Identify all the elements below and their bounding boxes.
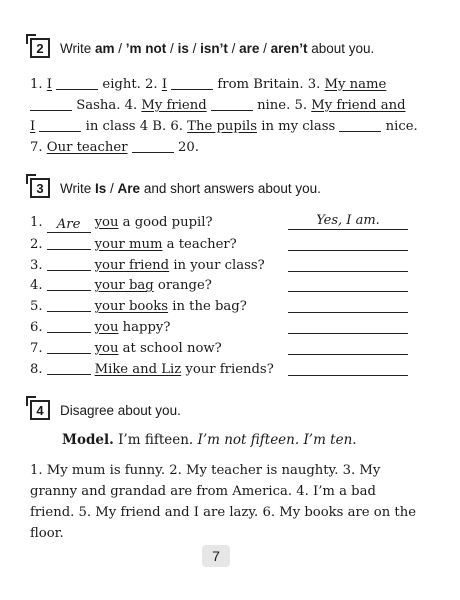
- answer-blank[interactable]: [339, 119, 381, 132]
- subject: your friend: [94, 257, 170, 273]
- row-number: 7.: [30, 340, 43, 356]
- answer-blank[interactable]: [30, 98, 72, 111]
- exercise-2-line-3: I in class 4 B. 6. The pupils in my class nice.: [30, 119, 418, 134]
- exercise-4-header: [30, 400, 181, 420]
- exercise-number-badge: 2: [30, 38, 50, 58]
- exercise-4-line: 1. My mum is funny. 2. My teacher is naughty. 3. My: [30, 463, 381, 478]
- question-text: a good pupil?: [118, 215, 213, 230]
- exercise-3-row: [30, 317, 410, 338]
- short-answer-line[interactable]: [288, 275, 408, 292]
- exercise-2-text: [30, 74, 428, 158]
- answer-blank[interactable]: [132, 140, 174, 153]
- question-text: in the bag?: [168, 299, 247, 315]
- row-number: 6.: [30, 320, 43, 335]
- exercise-4-line: granny and grandad are from America. 4. I’m a bad: [30, 484, 376, 499]
- exercise-3-row: [30, 359, 410, 380]
- question-text: your friends?: [181, 361, 274, 377]
- exercise-number-badge: 3: [30, 178, 50, 198]
- exercise-2-line-2: Sasha. 4. My friend nine. 5. My friend and: [30, 95, 428, 116]
- exercise-3-row: [30, 234, 410, 255]
- short-answer-line[interactable]: [288, 359, 408, 376]
- subject: your mum: [94, 236, 163, 252]
- row-number: 2.: [30, 236, 43, 252]
- answer-blank[interactable]: [171, 77, 213, 90]
- row-number: 4.: [30, 278, 43, 294]
- exercise-2-line-4: 7. Our teacher 20.: [30, 140, 199, 155]
- is-are-blank[interactable]: [47, 338, 91, 354]
- short-answer-line[interactable]: Yes, I am.: [288, 213, 408, 230]
- row-number: 5.: [30, 299, 43, 315]
- exercise-number-badge: 4: [30, 400, 50, 420]
- is-are-blank[interactable]: [47, 255, 91, 271]
- is-are-blank[interactable]: [47, 359, 91, 375]
- page-number: 7: [202, 545, 230, 567]
- short-answer-line[interactable]: [288, 317, 408, 334]
- exercise-4-instruction: Disagree about you.: [60, 402, 181, 418]
- short-answer-line[interactable]: [288, 255, 408, 272]
- question-text: happy?: [118, 320, 171, 335]
- answer-blank[interactable]: [211, 98, 253, 111]
- is-are-blank[interactable]: [47, 296, 91, 312]
- exercise-3-row: [30, 255, 410, 276]
- exercise-2-line-1: 1. I eight. 2. I from Britain. 3. My name: [30, 77, 387, 92]
- subject: you: [94, 320, 119, 335]
- answer-blank[interactable]: [56, 77, 98, 90]
- short-answer-line[interactable]: [288, 338, 408, 355]
- exercise-4-line: floor.: [30, 526, 64, 541]
- question-text: at school now?: [118, 340, 222, 356]
- exercise-3-row: [30, 296, 410, 317]
- short-answer-line[interactable]: [288, 296, 408, 313]
- question-text: a teacher?: [162, 236, 237, 252]
- subject: you: [94, 340, 119, 356]
- row-number: 8.: [30, 361, 43, 377]
- question-text: in your class?: [169, 257, 265, 273]
- exercise-2-header: [30, 38, 374, 58]
- exercise-3-header: [30, 178, 321, 198]
- answer-blank[interactable]: [39, 119, 81, 132]
- subject: Mike and Liz: [94, 361, 182, 377]
- exercise-4-line: friend. 5. My friend and I are lazy. 6. My books are on the: [30, 505, 417, 520]
- row-number: 3.: [30, 257, 43, 273]
- exercise-3-instruction: Write Is / Are and short answers about you.: [60, 180, 321, 196]
- short-answer-line[interactable]: [288, 234, 408, 251]
- is-are-blank[interactable]: [47, 317, 91, 333]
- exercise-3-row: [30, 275, 410, 296]
- exercise-3-row: [30, 338, 410, 359]
- subject: your bag: [94, 278, 154, 294]
- exercise-4-text: [30, 460, 428, 544]
- is-are-blank[interactable]: Are: [47, 217, 91, 233]
- question-text: orange?: [153, 278, 212, 294]
- exercise-3-row: [30, 213, 410, 233]
- subject: you: [94, 215, 119, 230]
- model-example: Model. I’m fifteen. I’m not fifteen. I’m ten.: [62, 432, 357, 448]
- is-are-blank[interactable]: [47, 275, 91, 291]
- exercise-2-instruction: Write am / ’m not / is / isn’t / are / aren’t about you.: [60, 40, 375, 56]
- subject: your books: [94, 299, 169, 315]
- is-are-blank[interactable]: [47, 234, 91, 250]
- row-number: 1.: [30, 215, 43, 230]
